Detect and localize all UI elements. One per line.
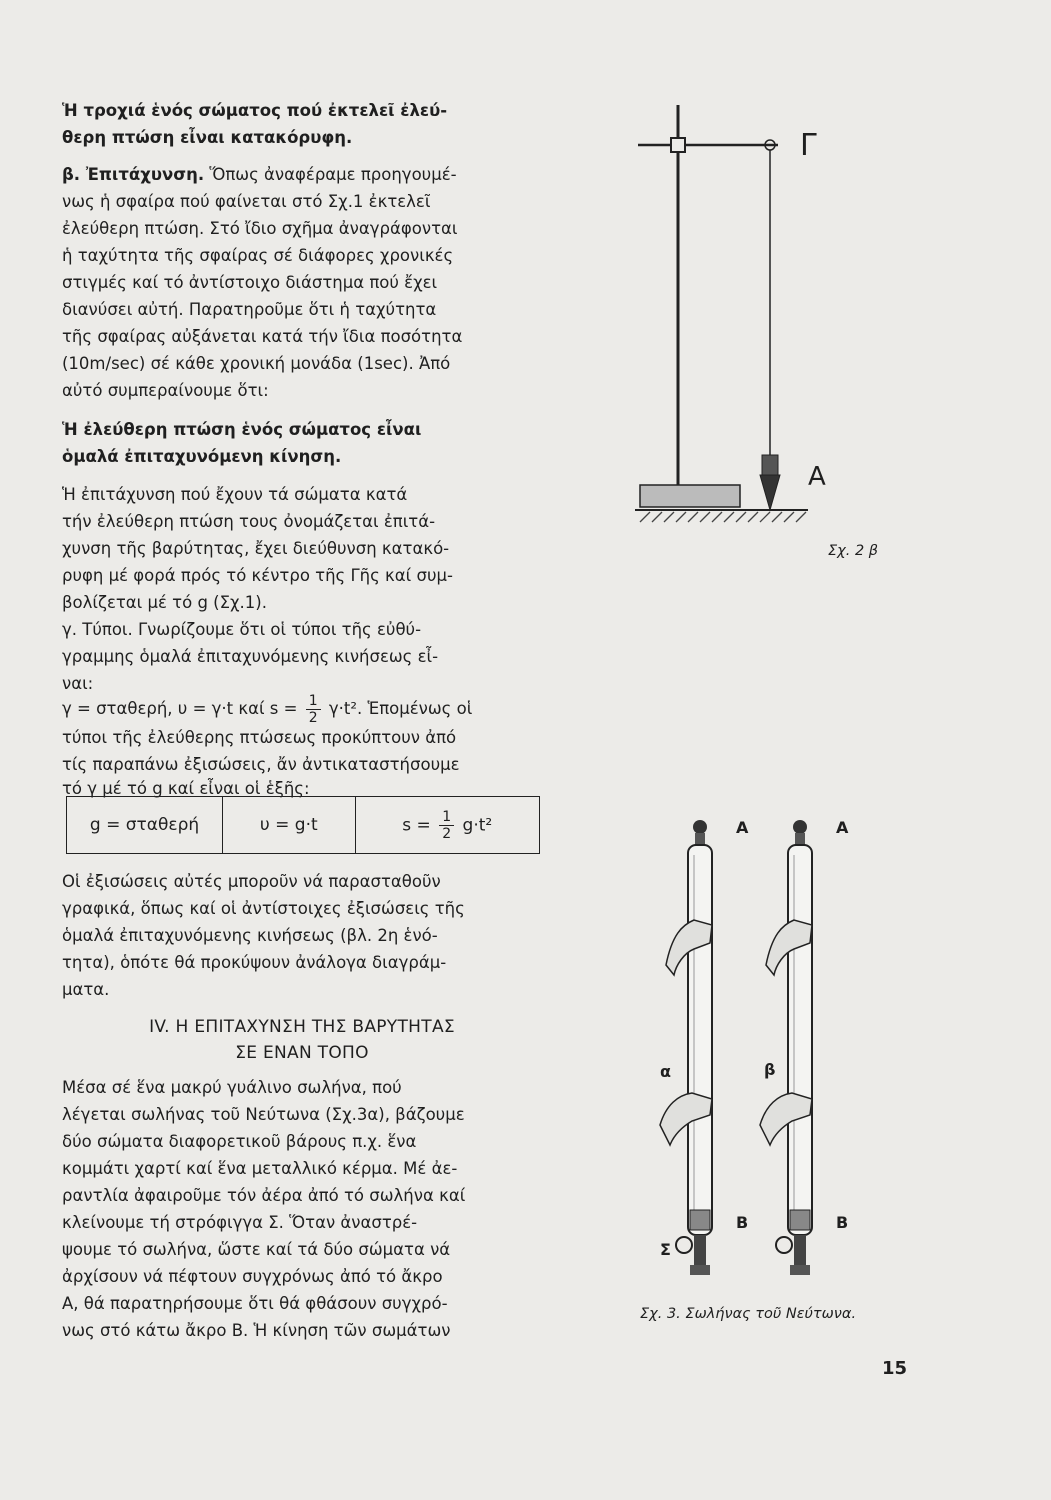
text-line: γραμμης ὁμαλά ἐπιταχυνόμενης κινήσεως εἶ- <box>62 647 439 666</box>
text-line: τό γ μέ τό g καί εἶναι οἱ ἑξῆς: <box>62 779 310 798</box>
text-line: Α, θά παρατηρήσουμε ὅτι θά φθάσουν συγχρό- <box>62 1294 448 1313</box>
text-line: ὁμαλά ἐπιταχυνόμενης κινήσεως (βλ. 2η ἑνό- <box>62 926 438 945</box>
text-line: θερη πτώση εἶναι κατακόρυφη. <box>62 128 353 147</box>
text-line: διανύσει αὐτή. Παρατηροῦμε ὅτι ἡ ταχύτητα <box>62 300 437 319</box>
text-line: Οἱ ἐξισώσεις αὐτές μποροῦν νά παρασταθοῦν <box>62 872 441 891</box>
text-line: ἡ ταχύτητα τῆς σφαίρας σέ διάφορες χρονικές <box>62 246 454 265</box>
text-line: (10m/sec) σέ κάθε χρονική μονάδα (1sec). Ἀπό <box>62 354 451 373</box>
text-line: τητα), ὁπότε θά προκύψουν ἀνάλογα διαγράμ- <box>62 953 447 972</box>
key-statement: ὁμαλά ἐπιταχυνόμενη κίνηση. <box>62 447 342 466</box>
text-line: ναι: <box>62 674 94 693</box>
text-line: ραντλία ἀφαιροῦμε τόν ἀέρα ἀπό τό σωλήνα καί <box>62 1186 466 1205</box>
label-alpha: α <box>660 1062 671 1081</box>
key-statement: Ἡ ἐλεύθερη πτώση ἑνός σώματος εἶναι <box>62 420 422 439</box>
text-line: ψουμε τό σωλήνα, ὥστε καί τά δύο σώματα νά <box>62 1240 451 1259</box>
text-line: δύο σώματα διαφορετικοῦ βάρους π.χ. ἕνα <box>62 1132 417 1151</box>
text-line: β. Ἐπιτάχυνση. Ὅπως ἀναφέραμε προηγουμέ- <box>62 165 457 184</box>
text-line: τύποι τῆς ἐλεύθερης πτώσεως προκύπτουν ἀπό <box>62 728 457 747</box>
text-line: βολίζεται μέ τό g (Σχ.1). <box>62 593 267 612</box>
text-line: Ἡ τροχιά ἑνός σώματος πού ἐκτελεῖ ἐλεύ- <box>62 101 448 120</box>
text-line: τήν ἐλεύθερη πτώση τους ὀνομάζεται ἐπιτά- <box>62 512 436 531</box>
text-line: ἐλεύθερη πτώση. Στό ἴδιο σχῆμα ἀναγράφονται <box>62 219 458 238</box>
page-number: 15 <box>882 1358 908 1379</box>
formula-g: g = σταθερή <box>67 797 223 854</box>
formula-u: υ = g·t <box>223 797 355 854</box>
text-line: ματα. <box>62 980 110 999</box>
label-beta: β <box>764 1060 776 1079</box>
figure-2b-stand <box>630 100 830 530</box>
label-b1: Β <box>736 1213 749 1232</box>
text-line: αὐτό συμπεραίνουμε ὅτι: <box>62 381 269 400</box>
text-line: τῆς σφαίρας αὐξάνεται κατά τήν ἴδια ποσότητα <box>62 327 463 346</box>
text-line: κομμάτι χαρτί καί ἕνα μεταλλικό κέρμα. Μέ ἀε- <box>62 1159 458 1178</box>
label-b2: Β <box>836 1213 849 1232</box>
text-line: νως στό κάτω ἄκρο Β. Ἡ κίνηση τῶν σωμάτων <box>62 1321 451 1340</box>
text-line: κλείνουμε τή στρόφιγγα Σ. Ὅταν ἀναστρέ- <box>62 1213 418 1232</box>
text-line: ἀρχίσουν νά πέφτουν συγχρόνως ἀπό τό ἄκρο <box>62 1267 443 1286</box>
text-line: νως ἡ σφαίρα πού φαίνεται στό Σχ.1 ἐκτελεῖ <box>62 192 431 211</box>
figure-3-newton-tube-a <box>660 815 740 1295</box>
subsection-title: β. Ἐπιτάχυνση. <box>62 165 205 184</box>
figure-3-newton-tube-b <box>760 815 840 1295</box>
label-a1: Α <box>736 818 749 837</box>
figure-2b-caption: Σχ. 2 β <box>828 543 879 559</box>
label-a: Α <box>808 462 826 492</box>
text-line: λέγεται σωλήνας τοῦ Νεύτωνα (Σχ.3α), βάζουμε <box>62 1105 465 1124</box>
text-line: ρυφη μέ φορά πρός τό κέντρο τῆς Γῆς καί συμ- <box>62 566 453 585</box>
text-line: χυνση τῆς βαρύτητας, ἔχει διεύθυνση κατακό- <box>62 539 450 558</box>
figure-3-caption: Σχ. 3. Σωλήνας τοῦ Νεύτωνα. <box>640 1306 857 1322</box>
formula-s: s = $\frac{1}{2}$ g·t² <box>355 797 539 854</box>
formula-line: γ = σταθερή, υ = γ·t καί s = $\frac{1}{2}$ γ·t². Ἑπομένως οἱ <box>62 693 473 726</box>
text-line: τίς παραπάνω ἐξισώσεις, ἄν ἀντικαταστήσουμε <box>62 755 460 774</box>
label-sigma: Σ <box>660 1240 671 1259</box>
text-line: γραφικά, ὅπως καί οἱ ἀντίστοιχες ἐξισώσεις τῆς <box>62 899 465 918</box>
label-a2: Α <box>836 818 849 837</box>
label-gamma: Γ <box>800 128 817 163</box>
section-heading: IV. Η ΕΠΙΤΑΧΥΝΣΗ ΤΗΣ ΒΑΡΥΤΗΤΑΣ <box>149 1017 455 1037</box>
text-line: γ. Τύποι. Γνωρίζουμε ὅτι οἱ τύποι τῆς εὐθύ- <box>62 620 422 639</box>
text-line: Ἡ ἐπιτάχυνση πού ἔχουν τά σώματα κατά <box>62 485 408 504</box>
section-heading: ΣΕ ΕΝΑΝ ΤΟΠΟ <box>235 1043 369 1063</box>
text-line: Μέσα σέ ἕνα μακρύ γυάλινο σωλήνα, πού <box>62 1078 402 1097</box>
formula-table <box>66 796 540 854</box>
text-line: στιγμές καί τό ἀντίστοιχο διάστημα πού ἔχει <box>62 273 438 292</box>
